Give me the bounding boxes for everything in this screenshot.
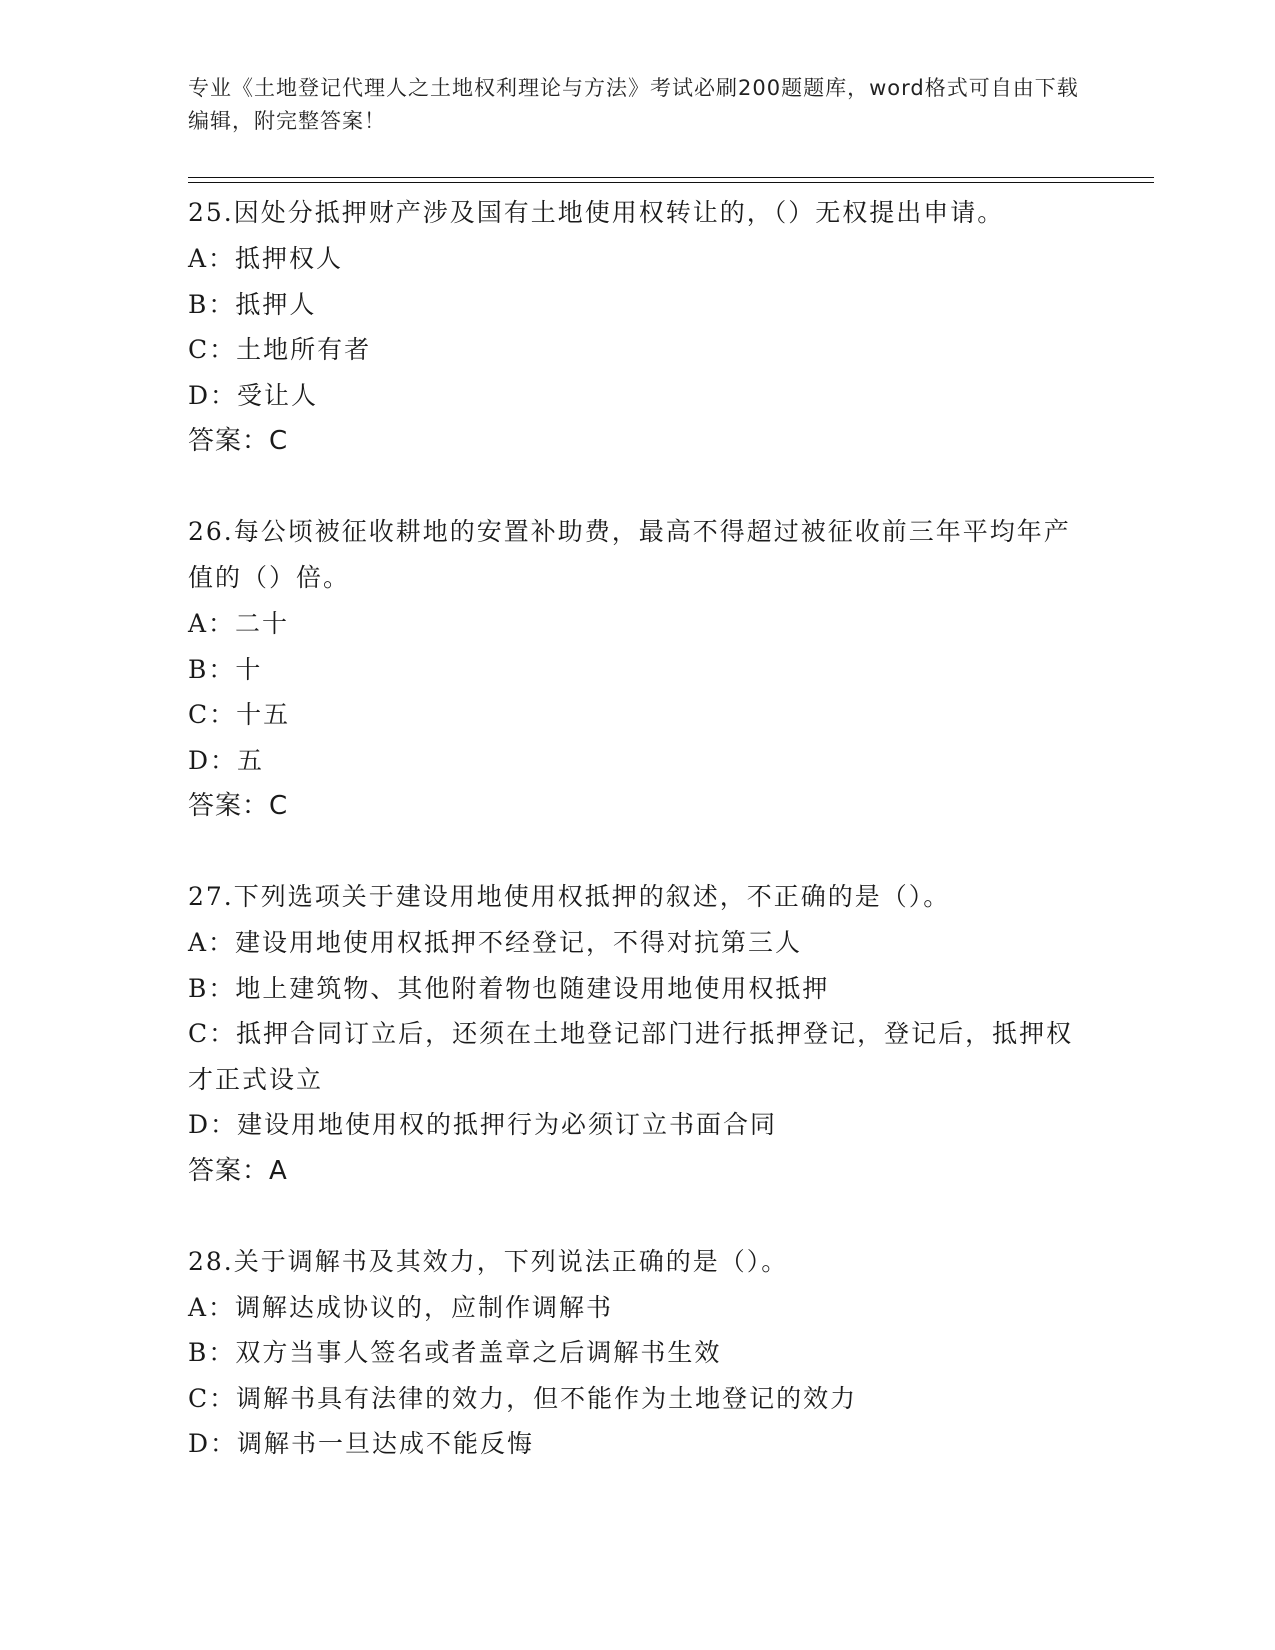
question-text: 28.关于调解书及其效力，下列说法正确的是（）。 [188, 1246, 789, 1276]
option-c: C：土地所有者 [188, 335, 372, 364]
question-28 [188, 1239, 1078, 1467]
option-d: D：五 [188, 745, 265, 775]
option-b: B：十 [188, 654, 263, 684]
question-26 [188, 509, 1078, 829]
option-d: D：建设用地使用权的抵押行为必须订立书面合同 [188, 1110, 778, 1139]
option-d: D：调解书一旦达成不能反悔 [188, 1429, 535, 1458]
option-d: D：受让人 [188, 380, 319, 410]
option-b: B：抵押人 [188, 289, 317, 319]
header-divider-top [188, 177, 1154, 178]
question-25 [188, 190, 1078, 464]
option-c: C：抵押合同订立后，还须在土地登记部门进行抵押登记，登记后，抵押权才正式设立 [188, 1019, 1074, 1094]
option-a: A：二十 [188, 609, 290, 638]
question-text: 26.每公顷被征收耕地的安置补助费，最高不得超过被征收前三年平均年产值的（）倍。 [188, 517, 1071, 592]
option-a: A：调解达成协议的，应制作调解书 [188, 1292, 614, 1322]
answer-line: 答案：C [188, 426, 289, 456]
option-a: A：抵押权人 [188, 244, 344, 273]
question-text: 25.因处分抵押财产涉及国有土地使用权转让的，（）无权提出申请。 [188, 198, 1005, 227]
option-b: B：地上建筑物、其他附着物也随建设用地使用权抵押 [188, 973, 830, 1003]
question-list [188, 190, 1078, 1512]
option-c: C：调解书具有法律的效力，但不能作为土地登记的效力 [188, 1383, 858, 1413]
answer-line: 答案：C [188, 791, 289, 821]
answer-line: 答案：A [188, 1155, 288, 1186]
option-c: C：十五 [188, 700, 291, 729]
option-a: A：建设用地使用权抵押不经登记，不得对抗第三人 [188, 928, 803, 957]
question-text: 27.下列选项关于建设用地使用权抵押的叙述，不正确的是（）。 [188, 882, 951, 911]
option-b: B：双方当事人签名或者盖章之后调解书生效 [188, 1338, 722, 1367]
header-divider-bottom [188, 182, 1154, 183]
question-27 [188, 874, 1078, 1194]
document-header: 专业《土地登记代理人之土地权利理论与方法》考试必刷200题题库，word格式可自由下载编辑，附完整答案！ [188, 76, 1079, 133]
